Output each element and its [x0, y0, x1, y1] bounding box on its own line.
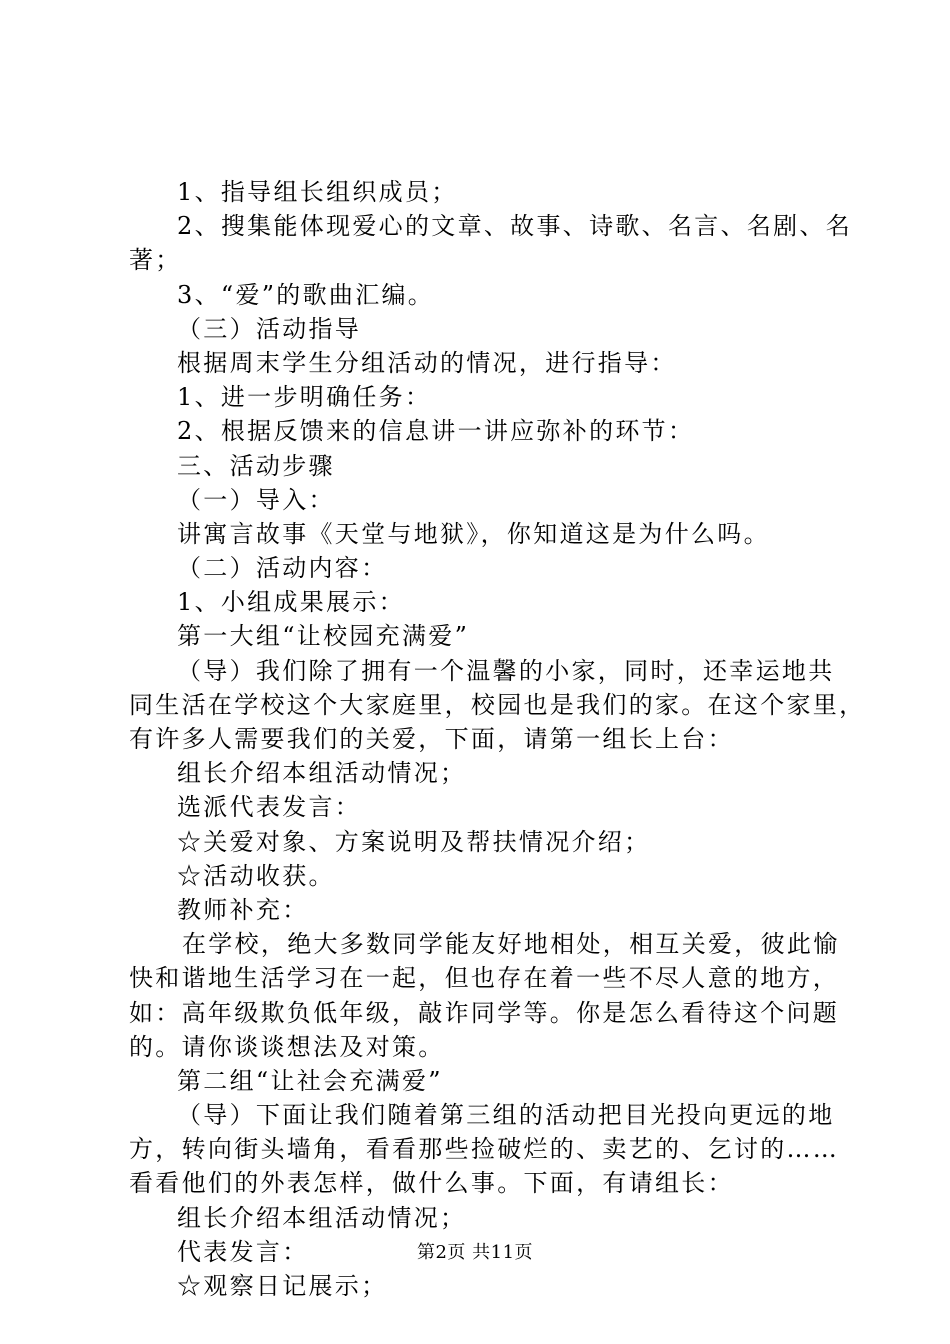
text-line: （一）导入： — [177, 485, 335, 514]
text-line: 如：高年级欺负低年级，敲诈同学等。你是怎么看待这个问题 — [129, 998, 840, 1027]
text-line: 第二组“让社会充满爱” — [177, 1066, 443, 1095]
document-body — [129, 175, 866, 1303]
text-line: 1、小组成果展示： — [177, 588, 405, 617]
text-line: 组长介绍本组活动情况； — [177, 759, 467, 788]
page-footer: 第2页 共11页 — [416, 1242, 534, 1263]
text-line: 教师补充： — [177, 895, 309, 924]
text-line: 代表发言： — [177, 1237, 309, 1266]
text-line: 在学校，绝大多数同学能友好地相处，相互关爱，彼此愉 — [182, 930, 840, 959]
text-line: （二）活动内容： — [177, 554, 388, 583]
text-line: ☆关爱对象、方案说明及帮扶情况介绍； — [177, 827, 651, 856]
text-line: （导）下面让我们随着第三组的活动把目光投向更远的地 — [177, 1101, 835, 1130]
text-line: （三）活动指导 — [177, 314, 362, 343]
text-line: 选派代表发言： — [177, 793, 362, 822]
text-line: 1、指导组长组织成员； — [177, 178, 458, 206]
text-line: 1、进一步明确任务： — [177, 383, 432, 412]
text-line: 三、活动步骤 — [177, 451, 335, 480]
text-line: （导）我们除了拥有一个温馨的小家，同时，还幸运地共 — [177, 656, 835, 685]
text-line: 2、搜集能体现爱心的文章、故事、诗歌、名言、名剧、名 — [177, 212, 853, 241]
text-line: 快和谐地生活学习在一起，但也存在着一些不尽人意的地方， — [129, 964, 840, 993]
text-line: 3、“爱”的歌曲汇编。 — [177, 280, 435, 309]
text-line: 第一大组“让校园充满爱” — [177, 622, 470, 651]
text-line: 组长介绍本组活动情况； — [177, 1203, 467, 1232]
text-line: ☆活动收获。 — [177, 861, 335, 890]
text-line: 2、根据反馈来的信息讲一讲应弥补的环节： — [177, 417, 695, 446]
text-line: 同生活在学校这个大家庭里，校园也是我们的家。在这个家里， — [129, 690, 866, 719]
text-line: 根据周末学生分组活动的情况，进行指导： — [177, 348, 677, 377]
text-line: 著； — [129, 246, 182, 275]
text-line: ☆观察日记展示； — [177, 1272, 388, 1300]
text-line: 看看他们的外表怎样，做什么事。下面，有请组长： — [129, 1169, 734, 1198]
text-line: 的。请你谈谈想法及对策。 — [129, 1032, 445, 1061]
text-line: 讲寓言故事《天堂与地狱》，你知道这是为什么吗。 — [177, 519, 770, 548]
text-line: 有许多人需要我们的关爱，下面，请第一组长上台： — [129, 725, 734, 753]
text-line: 方，转向街头墙角，看看那些捡破烂的、卖艺的、乞讨的…… — [129, 1135, 840, 1164]
